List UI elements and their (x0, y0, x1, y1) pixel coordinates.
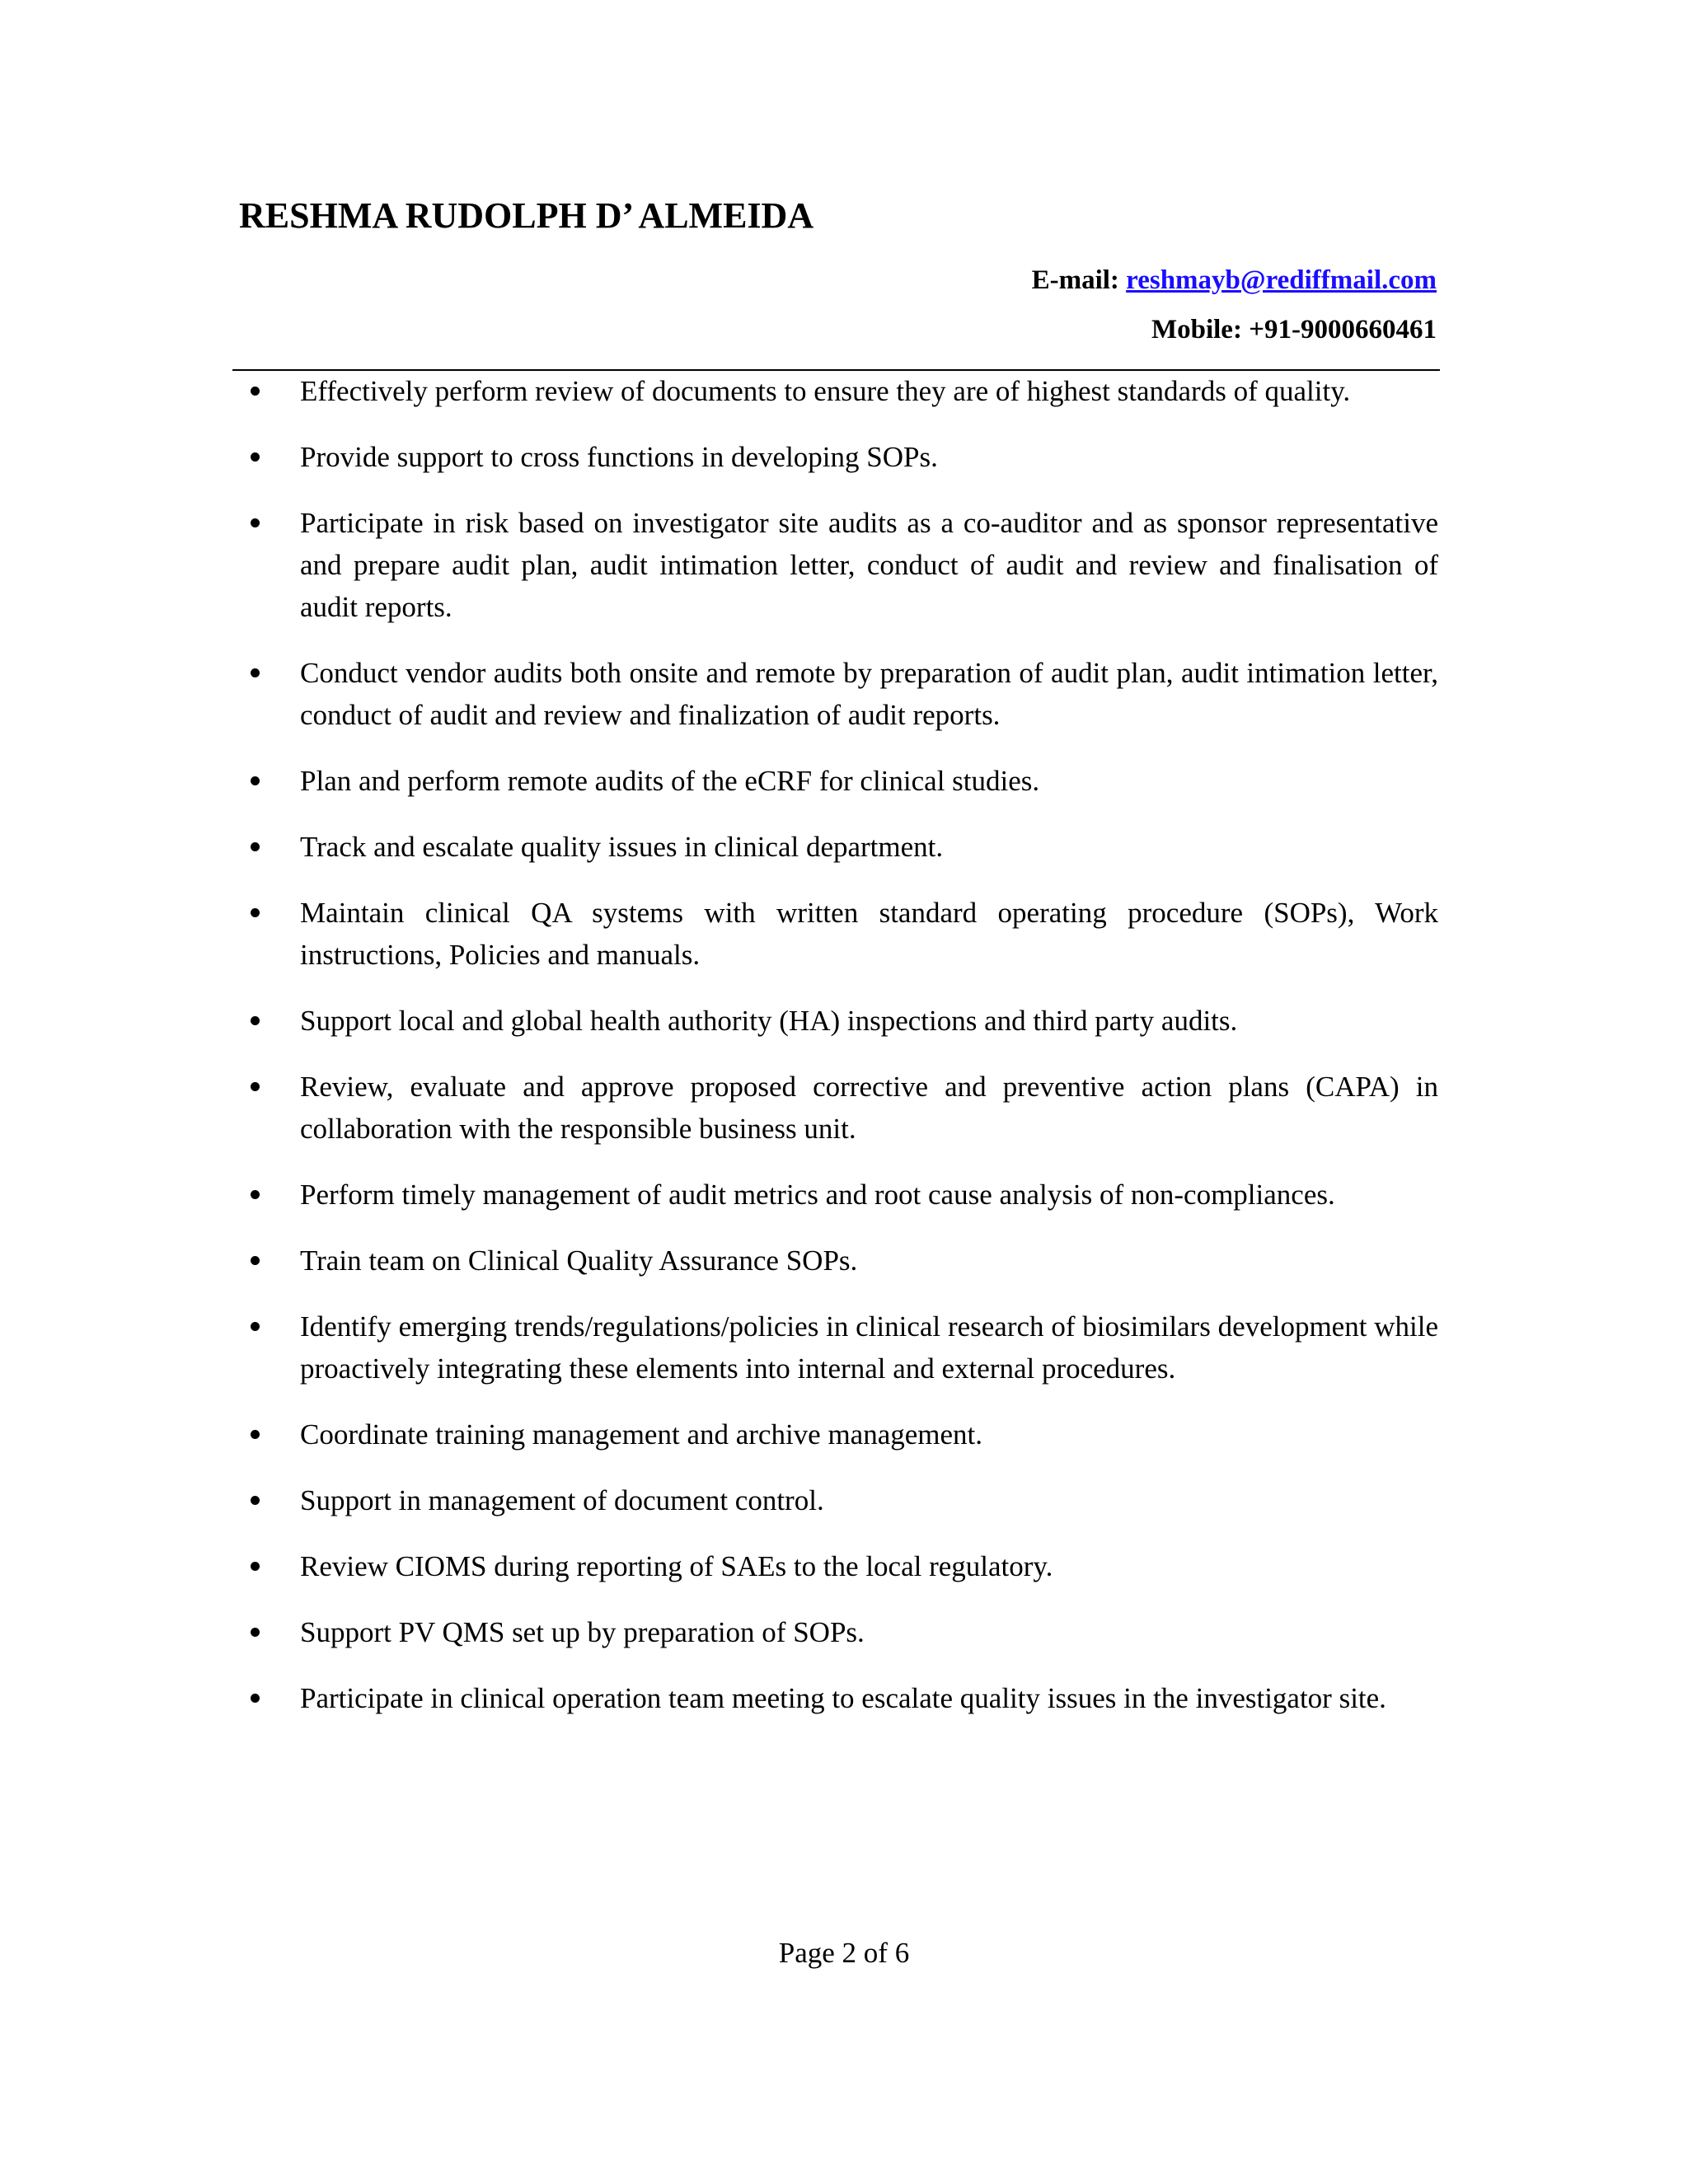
bullet-icon (251, 1430, 260, 1439)
mobile-line (1151, 315, 1437, 345)
list-item-text: Participate in clinical operation team meeting to escalate quality issues in the investigator site. (300, 1682, 1386, 1714)
list-item-text: Effectively perform review of documents to ensure they are of highest standards of quality. (300, 375, 1351, 407)
bullet-icon (251, 842, 260, 851)
list-item (247, 826, 1438, 868)
bullet-icon (251, 1694, 260, 1703)
bullet-icon (251, 776, 260, 785)
page-number: Page 2 of 6 (778, 1937, 910, 1969)
list-item (247, 1174, 1438, 1216)
list-item-text: Plan and perform remote audits of the eCRF for clinical studies. (300, 765, 1040, 797)
responsibilities-list (247, 370, 1438, 1743)
list-item-text: Train team on Clinical Quality Assurance SOPs. (300, 1244, 858, 1277)
bullet-icon (251, 1322, 260, 1331)
bullet-icon (251, 452, 260, 462)
bullet-icon (251, 387, 260, 396)
list-item-text: Perform timely management of audit metrics and root cause analysis of non-compliances. (300, 1179, 1335, 1211)
list-item (247, 1413, 1438, 1455)
bullet-icon (251, 1628, 260, 1637)
list-item (247, 436, 1438, 478)
list-item-text: Identify emerging trends/regulations/policies in clinical research of biosimilars development while proactively integrating these elements into internal and external procedures. (300, 1310, 1438, 1385)
list-item-text: Coordinate training management and archive management. (300, 1418, 983, 1451)
list-item (247, 1240, 1438, 1282)
bullet-icon (251, 1256, 260, 1265)
list-item-text: Conduct vendor audits both onsite and remote by preparation of audit plan, audit intimation letter, conduct of audit and review and finalization of audit reports. (300, 657, 1438, 731)
list-item (247, 1000, 1438, 1042)
list-item (247, 502, 1438, 628)
list-item (247, 1066, 1438, 1150)
list-item-text: Review, evaluate and approve proposed corrective and preventive action plans (CAPA) in collaboration with the responsible business unit. (300, 1071, 1438, 1145)
list-item-text: Review CIOMS during reporting of SAEs to the local regulatory. (300, 1550, 1053, 1582)
bullet-icon (251, 1190, 260, 1199)
list-item (247, 1611, 1438, 1653)
bullet-icon (251, 1496, 260, 1505)
list-item-text: Participate in risk based on investigator site audits as a co-auditor and as sponsor representative and prepare audit plan, audit intimation letter, conduct of audit and review and finalisation of audit reports. (300, 507, 1438, 623)
list-item (247, 892, 1438, 976)
list-item (247, 1545, 1438, 1587)
list-item (247, 760, 1438, 802)
list-item (247, 1479, 1438, 1521)
bullet-icon (251, 1562, 260, 1571)
email-link[interactable]: reshmayb@rediffmail.com (1126, 265, 1437, 295)
bullet-icon (251, 518, 260, 527)
bullet-icon (251, 668, 260, 677)
bullet-icon (251, 1016, 260, 1025)
list-item-text: Provide support to cross functions in developing SOPs. (300, 441, 938, 473)
list-item-text: Maintain clinical QA systems with written standard operating procedure (SOPs), Work instructions, Policies and manuals. (300, 897, 1438, 971)
list-item (247, 370, 1438, 412)
candidate-name: RESHMA RUDOLPH D’ ALMEIDA (239, 195, 814, 236)
bullet-icon (251, 908, 260, 917)
list-item-text: Support local and global health authority (HA) inspections and third party audits. (300, 1005, 1238, 1037)
list-item-text: Track and escalate quality issues in clinical department. (300, 831, 944, 863)
mobile-number: +91-9000660461 (1249, 315, 1437, 344)
list-item (247, 652, 1438, 736)
list-item-text: Support PV QMS set up by preparation of SOPs. (300, 1616, 865, 1648)
bullet-icon (251, 1082, 260, 1091)
mobile-label: Mobile: (1151, 315, 1250, 344)
email-label: E-mail: (1031, 265, 1127, 295)
list-item-text: Support in management of document control. (300, 1484, 824, 1516)
list-item (247, 1677, 1438, 1719)
email-line (1032, 265, 1437, 296)
list-item (247, 1305, 1438, 1390)
